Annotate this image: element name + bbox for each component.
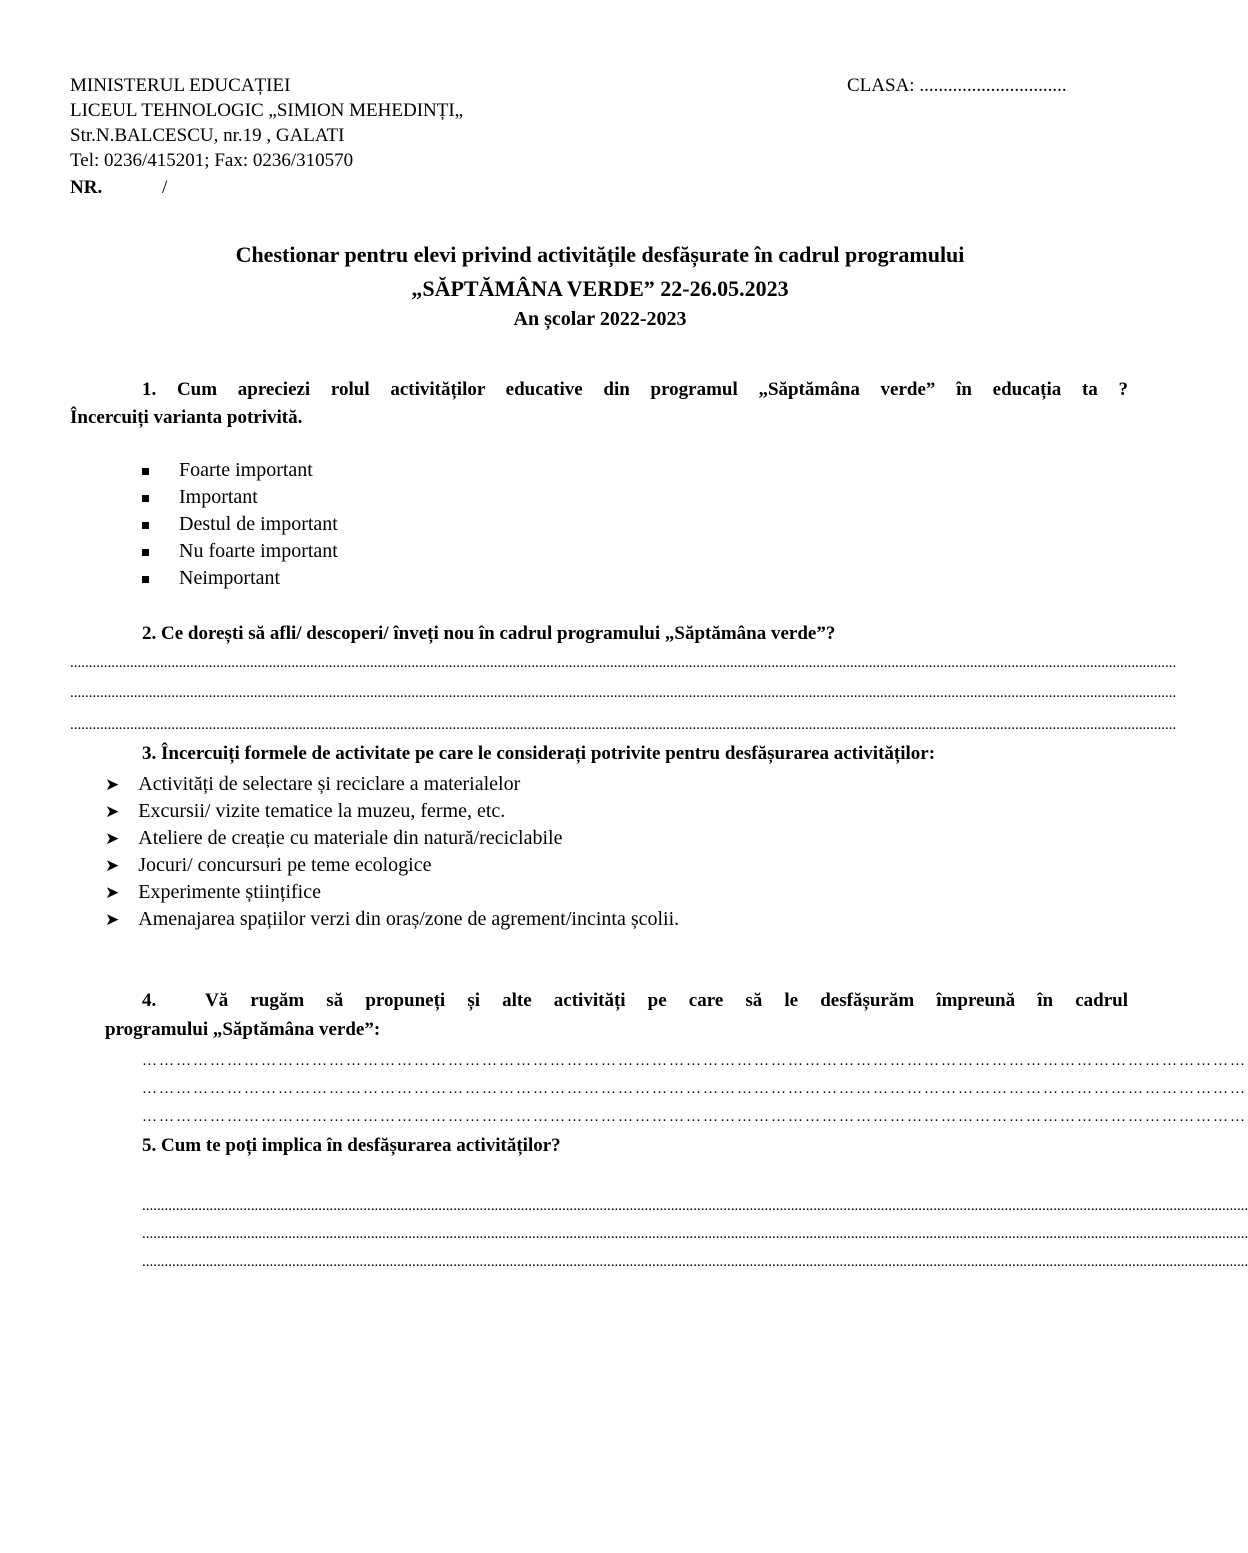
q1-option-1[interactable]: [142, 457, 313, 484]
square-bullet-icon: [142, 522, 149, 529]
school-year: An școlar 2022-2023: [513, 308, 687, 330]
q4-answer-line-1[interactable]: ……………………………………………………………………………………………………………………………………………………………………………: [142, 1053, 1247, 1069]
question-4-text-continued: programului „Săptămâna verde”:: [105, 1019, 381, 1040]
q3-option-5[interactable]: [105, 879, 321, 906]
square-bullet-icon: [142, 495, 149, 502]
q1-option-2[interactable]: [142, 484, 258, 511]
q1-option-4[interactable]: [142, 538, 338, 565]
q3-option-3[interactable]: [105, 825, 562, 852]
title-line-1: Chestionar pentru elevi privind activitățile desfășurate în cadrul programului: [235, 242, 965, 267]
school-phone: Tel: 0236/415201; Fax: 0236/310570: [70, 150, 354, 171]
ministry-name: MINISTERUL EDUCAȚIEI: [70, 75, 291, 96]
q3-option-2[interactable]: [105, 798, 505, 825]
q2-answer-line-1[interactable]: .......................................................................................................................................................................................................................................................................................................: [70, 655, 1177, 671]
square-bullet-icon: [142, 576, 149, 583]
q3-option-label: Excursii/ vizite tematice la muzeu, ferme, etc.: [138, 800, 506, 822]
q5-answer-line-3[interactable]: .......................................................................................................................................................................................................................................................................................................: [142, 1254, 1248, 1270]
title-line-2: „SĂPTĂMÂNA VERDE” 22-26.05.2023: [411, 276, 789, 301]
question-2-text: 2. Ce dorești să afli/ descoperi/ înveți nou în cadrul programului „Săptămâna verde”?: [142, 623, 836, 644]
question-5-text: 5. Cum te poți implica în desfășurarea activităților?: [142, 1135, 561, 1156]
registration-number-slash: /: [162, 177, 168, 198]
q1-option-label: Neimportant: [179, 567, 281, 589]
q3-option-label: Experimente științifice: [138, 881, 321, 903]
class-field-label: CLASA: ...............................: [847, 75, 1067, 96]
arrow-bullet-icon: ➤: [105, 883, 120, 902]
arrow-bullet-icon: ➤: [105, 775, 120, 794]
q3-option-4[interactable]: [105, 852, 431, 879]
arrow-bullet-icon: ➤: [105, 829, 120, 848]
school-address: Str.N.BALCESCU, nr.19 , GALATI: [70, 125, 345, 146]
q5-answer-line-2[interactable]: .......................................................................................................................................................................................................................................................................................................: [142, 1226, 1248, 1242]
q2-answer-line-3[interactable]: .......................................................................................................................................................................................................................................................................................................: [70, 717, 1177, 733]
arrow-bullet-icon: ➤: [105, 910, 120, 929]
arrow-bullet-icon: ➤: [105, 856, 120, 875]
question-4-text: Vă rugăm să propuneți și alte activități pe care să le desfășurăm împreună în cadrul: [205, 990, 1128, 1011]
q4-answer-line-2[interactable]: ……………………………………………………………………………………………………………………………………………………………………………: [142, 1081, 1247, 1097]
q5-answer-line-1[interactable]: .......................................................................................................................................................................................................................................................................................................: [142, 1198, 1248, 1214]
question-1-text: 1. Cum apreciezi rolul activităților educative din programul „Săptămâna verde” în educația ta ?: [142, 379, 1128, 400]
question-1-instruction: Încercuiți varianta potrivită.: [70, 407, 303, 428]
q1-option-label: Important: [179, 486, 258, 508]
q1-option-label: Destul de important: [179, 513, 338, 535]
question-3-text: 3. Încercuiți formele de activitate pe care le considerați potrivite pentru desfășurarea activităților:: [142, 743, 936, 764]
arrow-bullet-icon: ➤: [105, 802, 120, 821]
school-name: LICEUL TEHNOLOGIC „SIMION MEHEDINȚI„: [70, 100, 464, 121]
square-bullet-icon: [142, 468, 149, 475]
q4-answer-line-3[interactable]: ……………………………………………………………………………………………………………………………………………………………………………: [142, 1109, 1247, 1125]
q1-option-label: Nu foarte important: [179, 540, 338, 562]
square-bullet-icon: [142, 549, 149, 556]
q3-option-label: Amenajarea spațiilor verzi din oraș/zone de agrement/incinta școlii.: [138, 908, 680, 930]
q3-option-6[interactable]: [105, 906, 679, 933]
q1-option-label: Foarte important: [179, 459, 313, 481]
q3-option-label: Activități de selectare și reciclare a materialelor: [138, 773, 521, 795]
question-4-number: 4.: [142, 990, 157, 1011]
q2-answer-line-2[interactable]: .......................................................................................................................................................................................................................................................................................................: [70, 685, 1177, 701]
q1-option-3[interactable]: [142, 511, 338, 538]
q1-option-5[interactable]: [142, 565, 280, 592]
q3-option-label: Ateliere de creație cu materiale din natură/reciclabile: [138, 827, 563, 849]
q3-option-label: Jocuri/ concursuri pe teme ecologice: [138, 854, 432, 876]
registration-number-label: NR.: [70, 177, 103, 198]
q3-option-1[interactable]: [105, 771, 520, 798]
